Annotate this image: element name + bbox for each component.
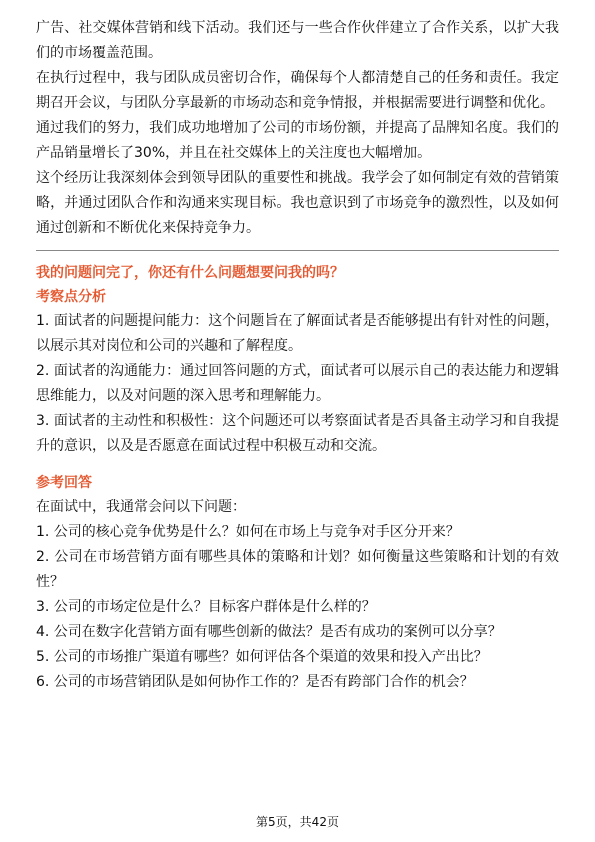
analysis-heading: 考察点分析 <box>36 289 106 305</box>
intro-paragraph-4: 这个经历让我深刻体会到领导团队的重要性和挑战。我学会了如何制定有效的营销策略，并通过团队合作和沟通来实现目标。我也意识到了市场竞争的激烈性，以及如何通过创新和不断优化来保持竞争力。 <box>36 170 559 236</box>
page-content <box>36 16 559 695</box>
reference-heading: 参考回答 <box>36 475 92 491</box>
intro-paragraph-1: 广告、社交媒体营销和线下活动。我们还与一些合作伙伴建立了合作关系，以扩大我们的市场覆盖范围。 <box>36 20 559 61</box>
reference-item-6: 6. 公司的市场营销团队是如何协作工作的？是否有跨部门合作的机会？ <box>36 674 474 690</box>
analysis-item-2: 2. 面试者的沟通能力：通过回答问题的方式，面试者可以展示自己的表达能力和逻辑思维能力，以及对问题的深入思考和理解能力。 <box>36 363 559 404</box>
reference-item-1: 1. 公司的核心竞争优势是什么？如何在市场上与竞争对手区分开来？ <box>36 524 460 540</box>
reference-item-5: 5. 公司的市场推广渠道有哪些？如何评估各个渠道的效果和投入产出比？ <box>36 649 488 665</box>
reference-item-2: 2. 公司在市场营销方面有哪些具体的策略和计划？如何衡量这些策略和计划的有效性？ <box>36 549 559 590</box>
reference-intro: 在面试中，我通常会问以下问题： <box>36 499 246 515</box>
page-number-footer: 第5页，共42页 <box>256 815 339 829</box>
question-heading: 我的问题问完了，你还有什么问题想要问我的吗？ <box>36 265 344 281</box>
reference-item-3: 3. 公司的市场定位是什么？目标客户群体是什么样的？ <box>36 599 376 615</box>
intro-paragraph-3: 通过我们的努力，我们成功地增加了公司的市场份额，并提高了品牌知名度。我们的产品销量增长了30%，并且在社交媒体上的关注度也大幅增加。 <box>36 120 559 161</box>
intro-paragraph-2: 在执行过程中，我与团队成员密切合作，确保每个人都清楚自己的任务和责任。我定期召开会议，与团队分享最新的市场动态和竞争情报，并根据需要进行调整和优化。 <box>36 70 559 111</box>
analysis-item-1: 1. 面试者的问题提问能力：这个问题旨在了解面试者是否能够提出有针对性的问题，以展示其对岗位和公司的兴趣和了解程度。 <box>36 313 559 354</box>
analysis-item-3: 3. 面试者的主动性和积极性：这个问题还可以考察面试者是否具备主动学习和自我提升的意识，以及是否愿意在面试过程中积极互动和交流。 <box>36 413 559 454</box>
reference-item-4: 4. 公司在数字化营销方面有哪些创新的做法？是否有成功的案例可以分享？ <box>36 624 502 640</box>
section-divider <box>36 250 559 251</box>
